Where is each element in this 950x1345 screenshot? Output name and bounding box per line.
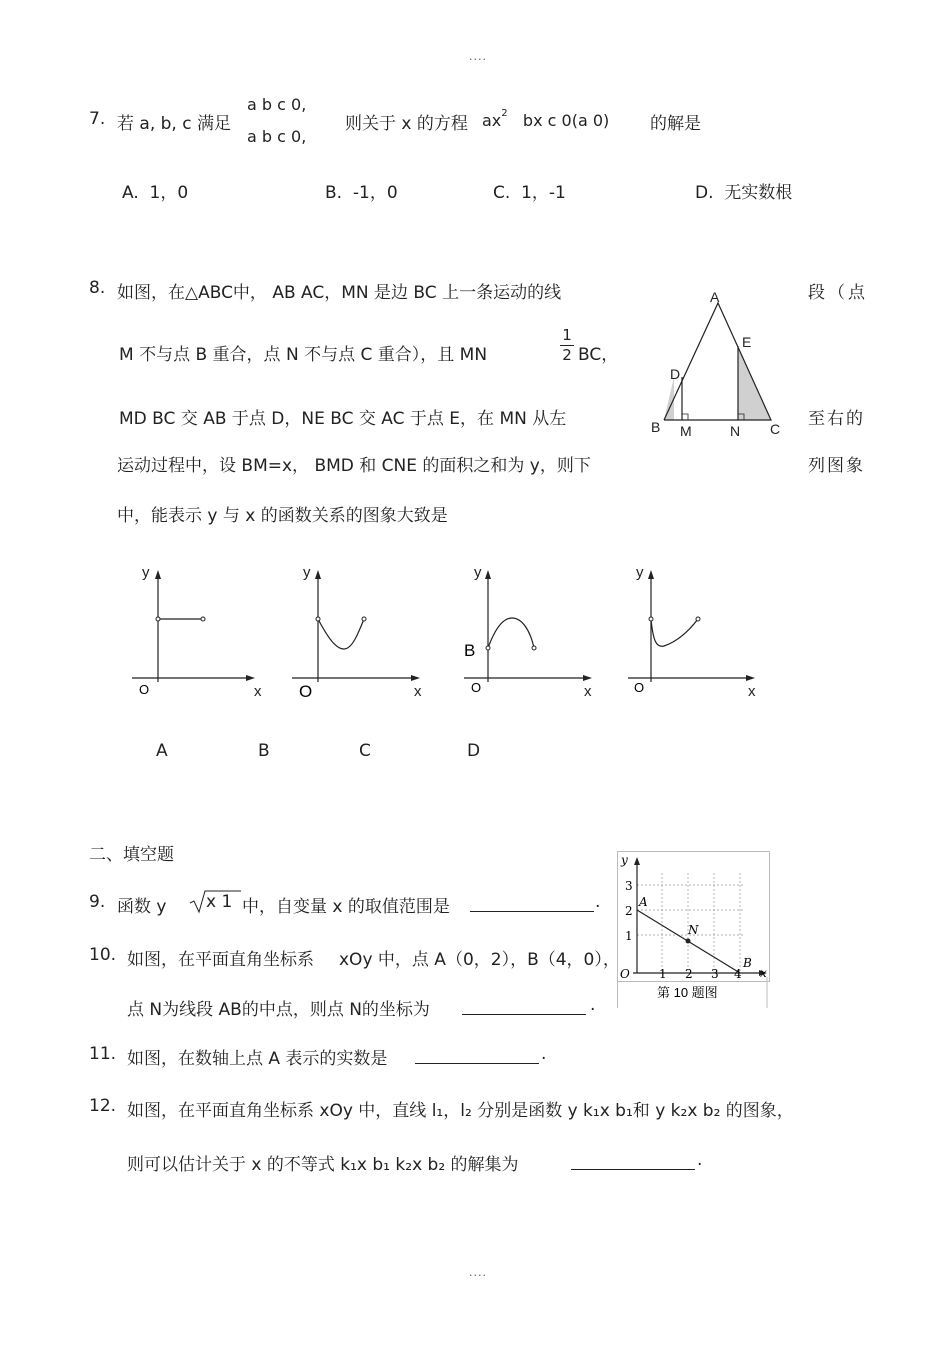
q7-option-d-label: D. bbox=[695, 183, 714, 203]
q12-answer-blank[interactable] bbox=[571, 1150, 695, 1170]
label-n: N bbox=[730, 423, 741, 439]
fig10-ytick-1: 1 bbox=[625, 929, 633, 943]
q10-figure bbox=[617, 851, 772, 1009]
q12-text-b: 则可以估计关于 x 的不等式 k₁x b₁ k₂x b₂ 的解集为 bbox=[127, 1155, 519, 1175]
graph-b-y-label: y bbox=[303, 564, 311, 581]
q8-option-c: C bbox=[359, 741, 371, 761]
q7-option-b-text: -1，0 bbox=[352, 183, 398, 203]
fig10-ytick-3: 3 bbox=[625, 879, 633, 893]
q7-option-c-label: C. bbox=[493, 183, 511, 203]
q8-line3-right: 至右的 bbox=[808, 409, 865, 429]
q10-text-a: 如图，在平面直角坐标系 bbox=[127, 950, 314, 970]
q9-number: 9. bbox=[89, 892, 106, 912]
q10-end: . bbox=[590, 995, 596, 1015]
q8-fraction bbox=[560, 326, 574, 364]
q11-number: 11. bbox=[89, 1044, 117, 1064]
q8-fraction-numerator: 1 bbox=[562, 326, 572, 344]
graph-d-origin: O bbox=[634, 680, 645, 695]
q7-prefix: 若 a, b, c 满足 bbox=[117, 114, 231, 134]
graph-c-y-label: y bbox=[474, 564, 482, 581]
q7-system-line2: a b c 0, bbox=[247, 127, 307, 146]
q12-text-a: 如图，在平面直角坐标系 xOy 中，直线 l₁，l₂ 分别是函数 y k₁x b₁和 y k₂x b₂ 的图象， bbox=[127, 1101, 794, 1121]
graph-d-y-label: y bbox=[636, 564, 644, 581]
q11-text: 如图，在数轴上点 A 表示的实数是 bbox=[127, 1049, 388, 1069]
q8-line5: 中，能表示 y 与 x 的函数关系的图象大致是 bbox=[117, 506, 448, 526]
q8-line4: 运动过程中，设 BM=x， BMD 和 CNE 的面积之和为 y，则下 bbox=[117, 456, 591, 476]
graph-d-x-label: x bbox=[748, 683, 756, 700]
graph-a-x-label: x bbox=[254, 683, 262, 700]
footer-dots: .... bbox=[469, 1266, 487, 1279]
graph-a-y-label: y bbox=[142, 564, 150, 581]
q7-option-b bbox=[325, 178, 398, 203]
q9-radicand: x 1 bbox=[206, 892, 233, 912]
q8-graph-d bbox=[618, 560, 763, 705]
fig10-point-n: N bbox=[688, 923, 699, 937]
q8-line1: 如图，在△ABC中， AB AC，MN 是边 BC 上一条运动的线 bbox=[117, 283, 562, 303]
point-n bbox=[686, 939, 691, 944]
q7-suffix: 的解是 bbox=[650, 114, 701, 134]
q9-text-b: 中，自变量 x 的取值范围是 bbox=[242, 897, 450, 917]
graph-d-curve bbox=[651, 619, 698, 646]
q10-text-b: xOy 中，点 A（0，2），B（4，0）， bbox=[339, 950, 620, 970]
fig10-xtick-3: 3 bbox=[711, 967, 719, 981]
q7-option-a bbox=[122, 178, 188, 203]
q10-answer-blank[interactable] bbox=[462, 995, 586, 1015]
q8-line2b: BC， bbox=[578, 345, 619, 365]
q7-system-line1: a b c 0, bbox=[247, 95, 307, 114]
q7-option-c bbox=[493, 178, 566, 203]
label-d: D bbox=[670, 366, 681, 382]
q7-option-a-label: A. bbox=[122, 183, 139, 203]
q8-line3: MD BC 交 AB 于点 D，NE BC 交 AC 于点 E，在 MN 从左 bbox=[119, 409, 567, 429]
q8-fraction-denominator: 2 bbox=[560, 345, 574, 364]
triangle-shaded-left bbox=[664, 377, 674, 420]
q12-end: . bbox=[697, 1150, 703, 1170]
graph-b-origin: O bbox=[299, 682, 313, 701]
q11-end: . bbox=[541, 1044, 547, 1064]
q7-eq-exponent: 2 bbox=[501, 107, 508, 119]
graph-c-b-label: B bbox=[464, 641, 476, 660]
label-c: C bbox=[770, 421, 781, 437]
label-m: M bbox=[680, 423, 692, 439]
graph-c-x-label: x bbox=[584, 683, 592, 700]
fig10-caption: 第 10 题图 bbox=[657, 985, 718, 1000]
q8-option-a: A bbox=[156, 741, 168, 761]
q10-number: 10. bbox=[89, 945, 117, 965]
q7-equation bbox=[482, 107, 610, 130]
q7-option-a-text: 1，0 bbox=[149, 183, 189, 203]
right-angle-m bbox=[682, 414, 688, 420]
fig10-point-b: B bbox=[743, 956, 752, 970]
q8-line1-right: 段（点 bbox=[808, 283, 868, 303]
fig10-xtick-4: 4 bbox=[734, 967, 742, 981]
q9-text-a: 函数 y bbox=[117, 897, 167, 917]
q9-answer-blank[interactable] bbox=[470, 892, 594, 912]
fig10-y-label: y bbox=[621, 853, 628, 867]
q8-graph-a bbox=[128, 560, 268, 705]
fig10-xtick-1: 1 bbox=[659, 967, 667, 981]
q8-line2a: M 不与点 B 重合，点 N 不与点 C 重合），且 MN bbox=[119, 345, 488, 365]
section-title: 二、填空题 bbox=[89, 845, 174, 865]
fig10-ytick-2: 2 bbox=[625, 904, 633, 918]
label-a: A bbox=[710, 289, 720, 305]
fig10-x-label: x bbox=[760, 966, 767, 980]
q7-option-c-text: 1，-1 bbox=[521, 183, 566, 203]
q8-graph-b bbox=[288, 560, 428, 705]
q9-end: . bbox=[595, 892, 601, 912]
q8-graph-c bbox=[456, 560, 601, 705]
q8-line4-right: 列图象 bbox=[808, 456, 865, 476]
q7-mid-text: 则关于 x 的方程 bbox=[345, 114, 468, 134]
graph-b-curve bbox=[318, 619, 364, 649]
fig10-origin: O bbox=[620, 967, 630, 981]
header-dots: .... bbox=[469, 50, 487, 63]
label-b: B bbox=[651, 419, 661, 435]
graph-c-curve bbox=[488, 618, 534, 648]
q8-option-b: B bbox=[258, 741, 270, 761]
q7-option-d bbox=[695, 178, 792, 203]
q8-option-d: D bbox=[467, 741, 481, 761]
q11-answer-blank[interactable] bbox=[415, 1044, 539, 1064]
fig10-point-a: A bbox=[639, 895, 648, 909]
q7-eq-rest: bx c 0(a 0) bbox=[522, 111, 610, 130]
fig10-xtick-2: 2 bbox=[685, 967, 693, 981]
label-e: E bbox=[742, 334, 752, 350]
q7-number: 7. bbox=[89, 109, 106, 129]
q7-option-b-label: B. bbox=[325, 183, 343, 203]
q8-triangle-figure bbox=[640, 285, 790, 440]
q10-text-c: 点 N为线段 AB的中点，则点 N的坐标为 bbox=[127, 1000, 430, 1020]
q12-number: 12. bbox=[89, 1096, 117, 1116]
q7-option-d-text: 无实数根 bbox=[724, 183, 793, 203]
graph-a-origin: O bbox=[139, 682, 150, 697]
q8-number: 8. bbox=[89, 278, 106, 298]
q7-eq-a: ax bbox=[482, 111, 502, 130]
graph-c-origin: O bbox=[471, 680, 482, 695]
graph-b-x-label: x bbox=[414, 683, 422, 700]
